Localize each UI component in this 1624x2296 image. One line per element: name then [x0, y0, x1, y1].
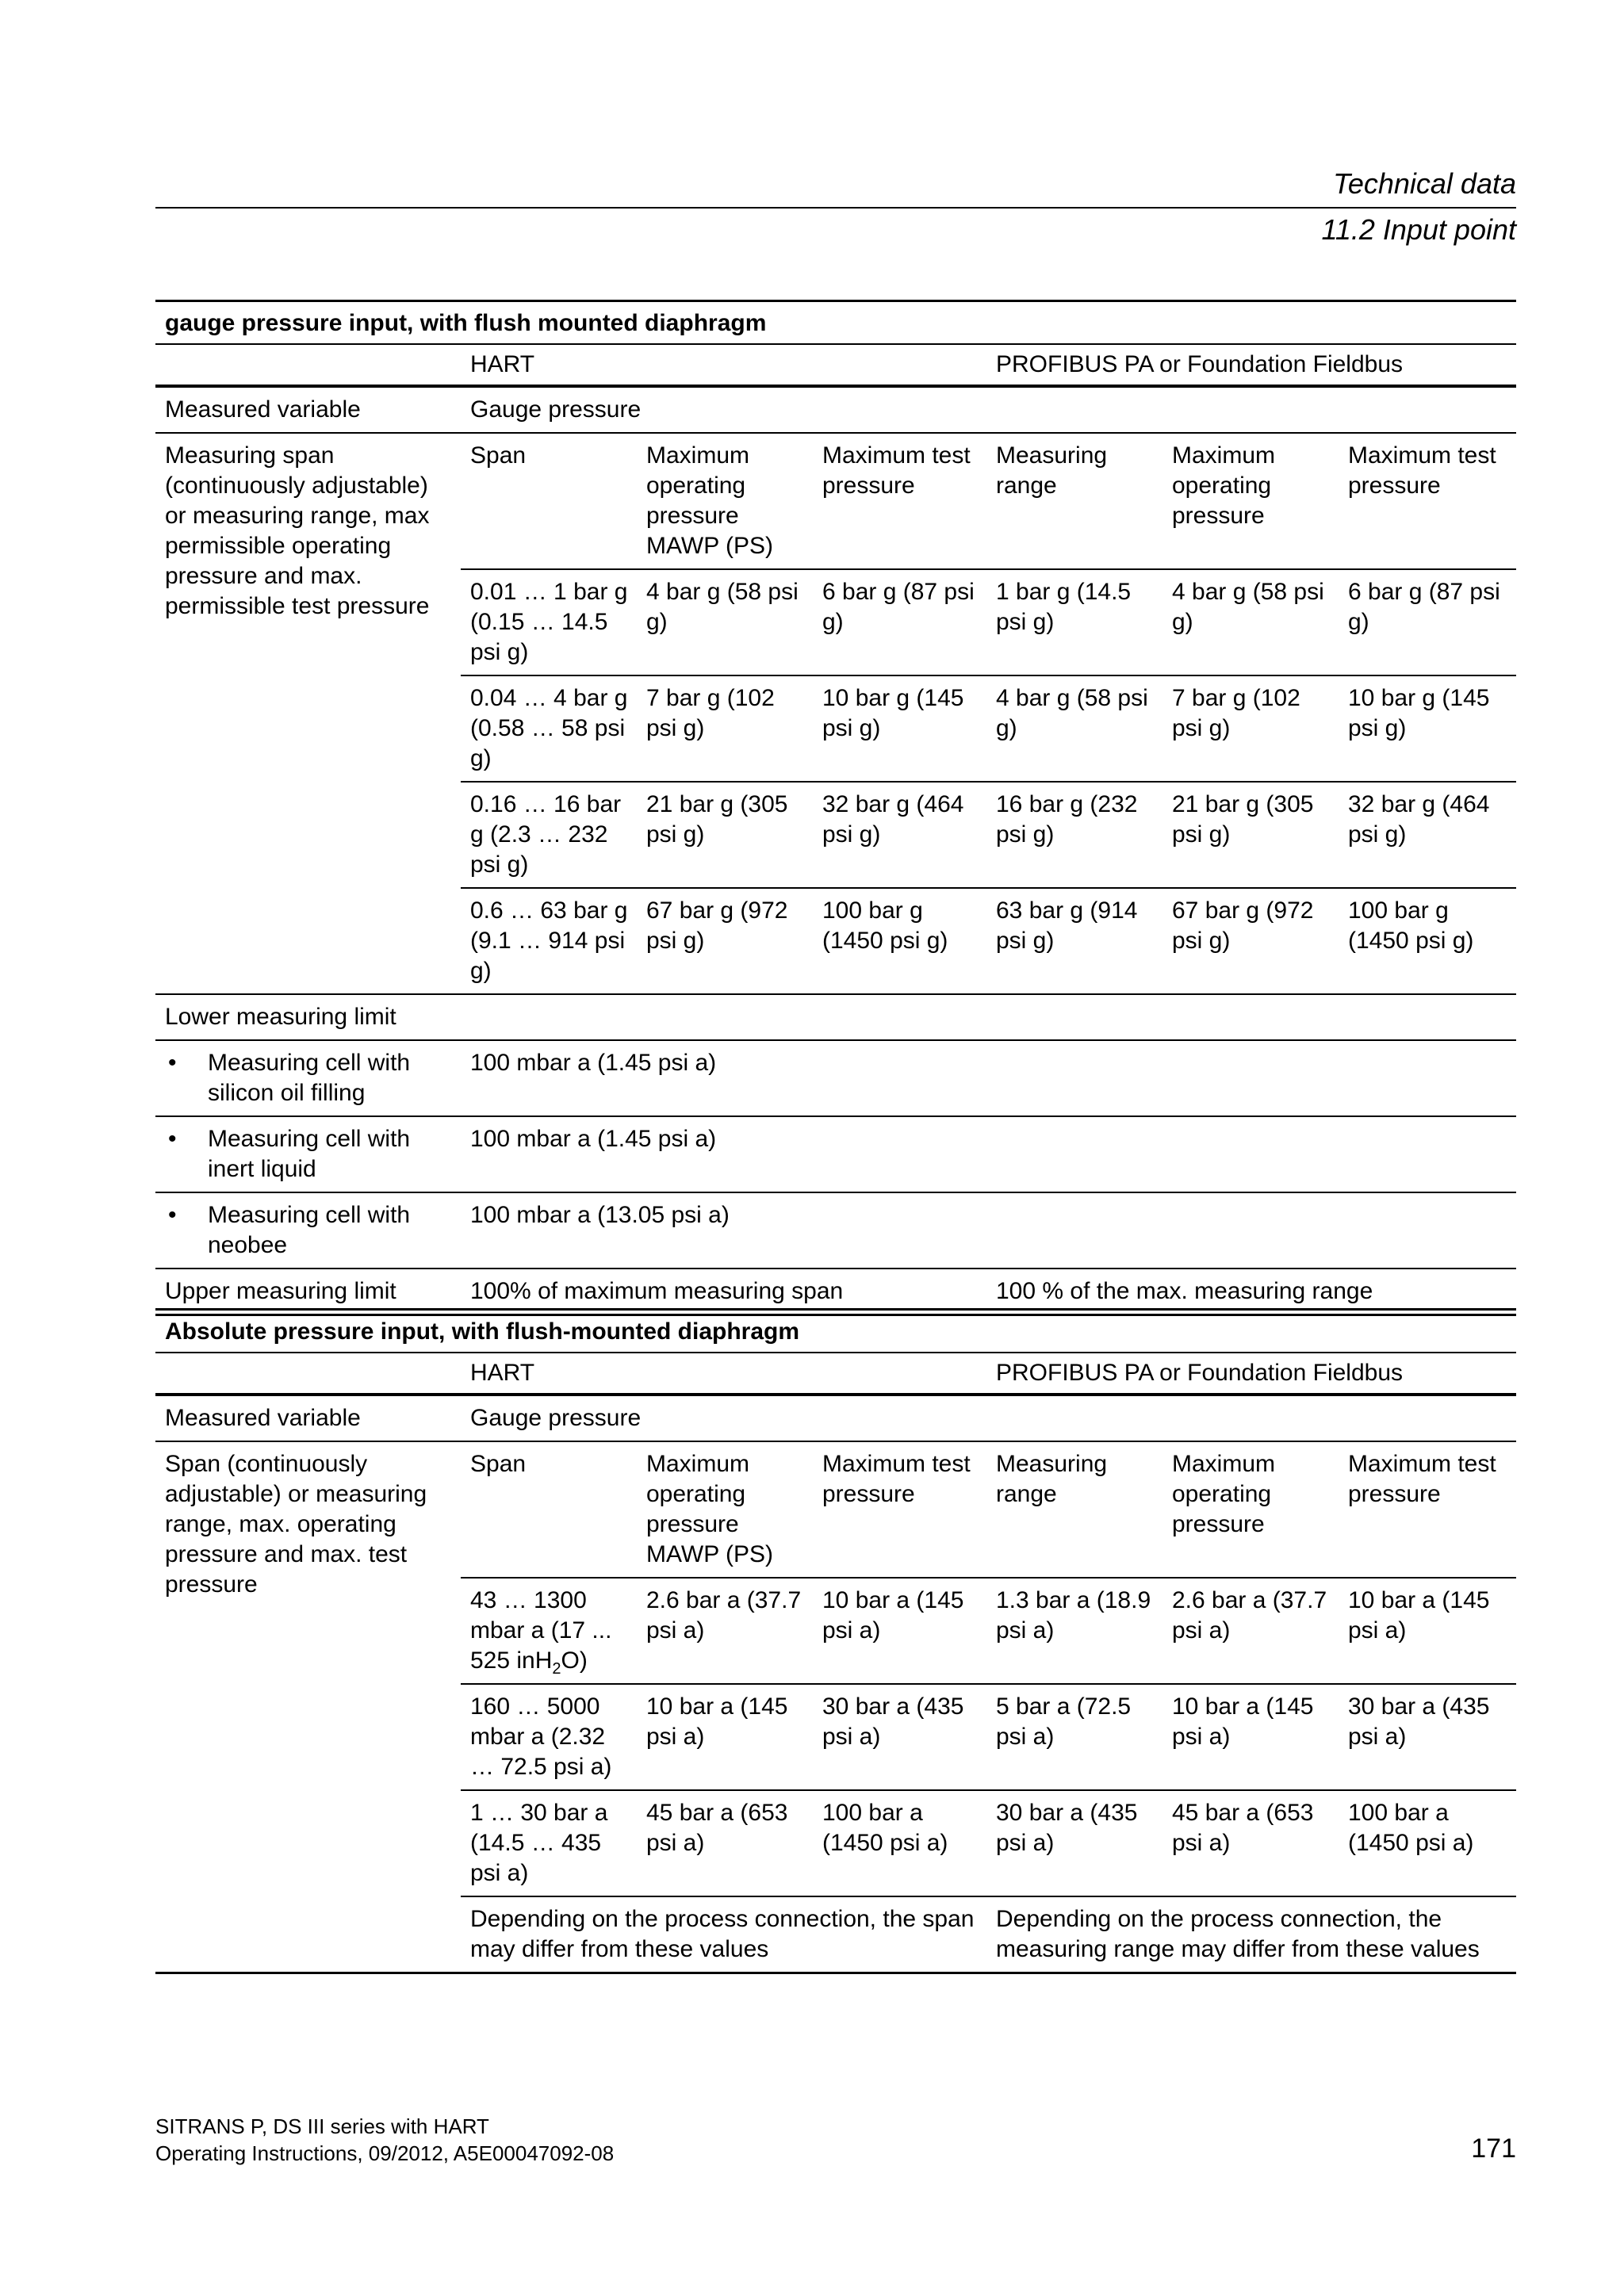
- table-cell: 7 bar g (102 psi g): [1162, 675, 1339, 782]
- table-cell: 1 … 30 bar a (14.5 … 435 psi a): [461, 1790, 637, 1896]
- measured-variable-value: Gauge pressure: [461, 386, 1516, 433]
- bullet-icon: •: [168, 1050, 177, 1076]
- col-header: Span: [461, 1441, 637, 1578]
- col-header: Span: [461, 433, 637, 569]
- table-cell: 6 bar g (87 psi g): [1339, 569, 1516, 675]
- table-cell: 10 bar a (145 psi a): [1162, 1684, 1339, 1790]
- table-cell: 4 bar g (58 psi g): [986, 675, 1162, 782]
- col-header: Maximum operating pressure: [1162, 1441, 1339, 1578]
- bullet-icon: •: [168, 1126, 177, 1152]
- upper-limit-profibus: 100 % of the max. measuring range: [986, 1269, 1516, 1315]
- table-cell: 45 bar a (653 psi a): [1162, 1790, 1339, 1896]
- table-cell: 4 bar g (58 psi g): [1162, 569, 1339, 675]
- table-cell: 10 bar a (145 psi a): [1339, 1578, 1516, 1684]
- footer-doc-info: Operating Instructions, 09/2012, A5E00047092-08: [155, 2141, 615, 2165]
- lower-limit-item: [155, 1116, 1516, 1192]
- measured-variable-value: Gauge pressure: [461, 1395, 1516, 1441]
- table-cell: 160 … 5000 mbar a (2.32 … 72.5 psi a): [461, 1684, 637, 1790]
- col-header: Measuring range: [986, 1441, 1162, 1578]
- lower-limit-item-value: 100 mbar a (1.45 psi a): [461, 1116, 1516, 1192]
- header-rule: [155, 207, 1516, 209]
- table-cell: 63 bar g (914 psi g): [986, 888, 1162, 994]
- table-cell: 67 bar g (972 psi g): [1162, 888, 1339, 994]
- table-cell: 21 bar g (305 psi g): [637, 782, 813, 888]
- section-header: 11.2 Input point: [1321, 213, 1516, 246]
- lower-limit-item-label: Measuring cell with neobee: [208, 1202, 411, 1258]
- table-cell: 32 bar g (464 psi g): [813, 782, 986, 888]
- lower-limit-item-value: 100 mbar a (13.05 psi a): [461, 1192, 1516, 1269]
- measured-variable-label: Measured variable: [155, 1395, 461, 1441]
- table-cell: 30 bar a (435 psi a): [986, 1790, 1162, 1896]
- table-cell: 16 bar g (232 psi g): [986, 782, 1162, 888]
- table-cell: 5 bar a (72.5 psi a): [986, 1684, 1162, 1790]
- footer-product: SITRANS P, DS III series with HART: [155, 2114, 489, 2138]
- upper-limit-hart: 100% of maximum measuring span: [461, 1269, 986, 1315]
- table-cell: 43 … 1300 mbar a (17 ... 525 inH$_2$O): [461, 1578, 637, 1684]
- table-cell: 67 bar g (972 psi g): [637, 888, 813, 994]
- table-cell: 10 bar a (145 psi a): [637, 1684, 813, 1790]
- table-cell: 0.04 … 4 bar g (0.58 … 58 psi g): [461, 675, 637, 782]
- table-cell: 0.6 … 63 bar g (9.1 … 914 psi g): [461, 888, 637, 994]
- table-cell: 45 bar a (653 psi a): [637, 1790, 813, 1896]
- table-cell: 10 bar g (145 psi g): [1339, 675, 1516, 782]
- table-cell: 7 bar g (102 psi g): [637, 675, 813, 782]
- profibus-heading: PROFIBUS PA or Foundation Fieldbus: [986, 1353, 1516, 1395]
- col-header: Maximum test pressure: [813, 1441, 986, 1578]
- table-cell: 10 bar g (145 psi g): [813, 675, 986, 782]
- profibus-heading: PROFIBUS PA or Foundation Fieldbus: [986, 344, 1516, 386]
- bullet-icon: •: [168, 1202, 177, 1228]
- table-cell: 100 bar g (1450 psi g): [813, 888, 986, 994]
- note-hart: Depending on the process connection, the span may differ from these values: [461, 1896, 986, 1973]
- table-cell: 2.6 bar a (37.7 psi a): [637, 1578, 813, 1684]
- col-header: Maximum operating pressure MAWP (PS): [637, 433, 813, 569]
- table-cell: 32 bar g (464 psi g): [1339, 782, 1516, 888]
- lower-limit-label: Lower measuring limit: [155, 994, 1516, 1040]
- chapter-header: Technical data: [1333, 167, 1516, 200]
- table-cell: 1.3 bar a (18.9 psi a): [986, 1578, 1162, 1684]
- table-title: Absolute pressure input, with flush-mounted diaphragm: [155, 1310, 1516, 1353]
- upper-limit-label: Upper measuring limit: [155, 1269, 461, 1315]
- col-header: Maximum test pressure: [813, 433, 986, 569]
- table-cell: 1 bar g (14.5 psi g): [986, 569, 1162, 675]
- table-cell: 0.01 … 1 bar g (0.15 … 14.5 psi g): [461, 569, 637, 675]
- hart-heading: HART: [461, 344, 986, 386]
- col-header: Measuring range: [986, 433, 1162, 569]
- table-cell: 100 bar a (1450 psi a): [1339, 1790, 1516, 1896]
- table-cell: 4 bar g (58 psi g): [637, 569, 813, 675]
- measured-variable-label: Measured variable: [155, 386, 461, 433]
- table-title: gauge pressure input, with flush mounted diaphragm: [155, 301, 1516, 345]
- lower-limit-item: [155, 1040, 1516, 1116]
- col-header: Maximum operating pressure MAWP (PS): [637, 1441, 813, 1578]
- table-cell: 10 bar a (145 psi a): [813, 1578, 986, 1684]
- lower-limit-item-value: 100 mbar a (1.45 psi a): [461, 1040, 1516, 1116]
- table-cell: 0.16 … 16 bar g (2.3 … 232 psi g): [461, 782, 637, 888]
- table-cell: 2.6 bar a (37.7 psi a): [1162, 1578, 1339, 1684]
- note-profibus: Depending on the process connection, the measuring range may differ from these values: [986, 1896, 1516, 1973]
- table-cell: 100 bar g (1450 psi g): [1339, 888, 1516, 994]
- table-cell: 30 bar a (435 psi a): [813, 1684, 986, 1790]
- table-cell: 100 bar a (1450 psi a): [813, 1790, 986, 1896]
- gauge-pressure-table: [155, 300, 1516, 1316]
- hart-heading: HART: [461, 1353, 986, 1395]
- table-cell: 21 bar g (305 psi g): [1162, 782, 1339, 888]
- lower-limit-item-label: Measuring cell with inert liquid: [208, 1126, 411, 1182]
- col-header: Maximum operating pressure: [1162, 433, 1339, 569]
- col-header: Maximum test pressure: [1339, 1441, 1516, 1578]
- table-cell: 6 bar g (87 psi g): [813, 569, 986, 675]
- lower-limit-item: [155, 1192, 1516, 1269]
- table-cell: 30 bar a (435 psi a): [1339, 1684, 1516, 1790]
- span-label: Span (continuously adjustable) or measuring range, max. operating pressure and max. test pressure: [155, 1441, 461, 1973]
- span-label: Measuring span (continuously adjustable) or measuring range, max permissible operating pressure and max. permissible test pressure: [155, 433, 461, 994]
- absolute-pressure-table: [155, 1308, 1516, 1974]
- page-number: 171: [1471, 2133, 1516, 2164]
- col-header: Maximum test pressure: [1339, 433, 1516, 569]
- lower-limit-item-label: Measuring cell with silicon oil filling: [208, 1050, 411, 1106]
